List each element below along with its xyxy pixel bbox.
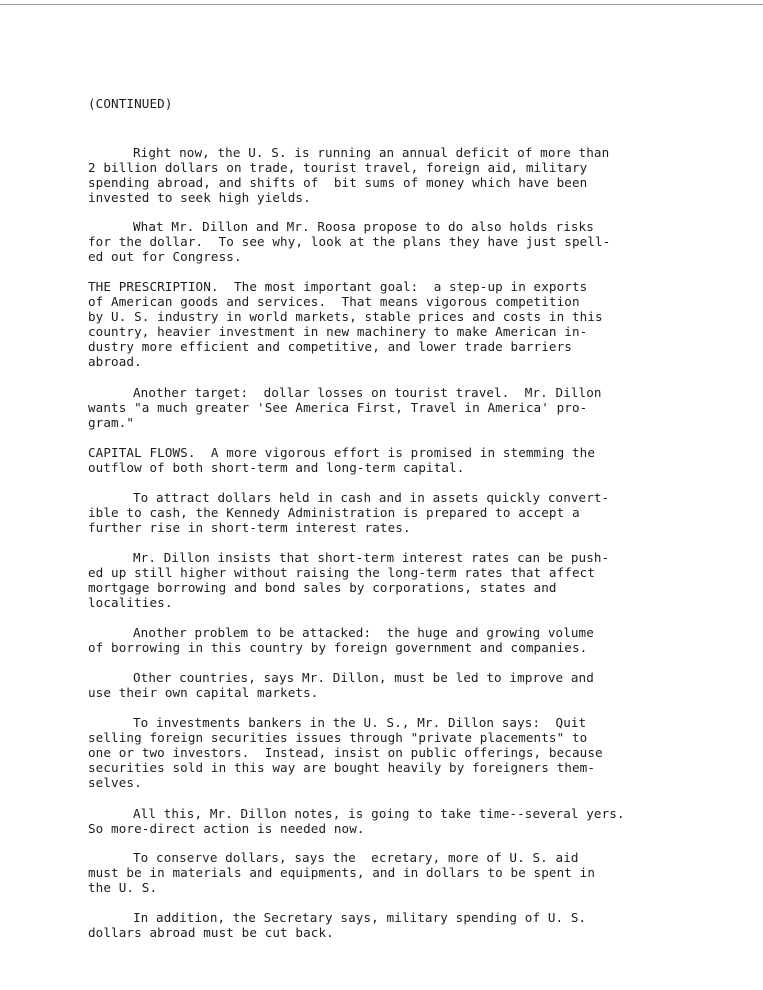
text-line: THE PRESCRIPTION. The most important goal: a step-up in exports [88,279,588,294]
continued-heading: (CONTINUED) [88,96,173,111]
text-line: What Mr. Dillon and Mr. Roosa propose to do also holds risks [133,219,594,234]
text-line: dollars abroad must be cut back. [88,925,334,940]
text-line: Right now, the U. S. is running an annual deficit of more than [133,145,610,160]
text-line: mortgage borrowing and bond sales by corporations, states and [88,580,557,595]
text-line: Another target: dollar losses on tourist travel. Mr. Dillon [133,385,602,400]
text-line: country, heavier investment in new machinery to make American in- [88,324,588,339]
text-line: must be in materials and equipments, and in dollars to be spent in [88,865,596,880]
text-line: one or two investors. Instead, insist on public offerings, because [88,745,603,760]
text-line: Mr. Dillon insists that short-term interest rates can be push- [133,550,610,565]
text-line: of American goods and services. That means vigorous competition [88,294,580,309]
text-line: wants "a much greater 'See America First, Travel in America' pro- [88,400,588,415]
text-line: invested to seek high yields. [88,190,311,205]
text-line: the U. S. [88,880,158,895]
text-line: by U. S. industry in world markets, stable prices and costs in this [88,309,603,324]
text-line: ed up still higher without raising the long-term rates that affect [88,565,596,580]
text-line: of borrowing in this country by foreign government and companies. [88,640,588,655]
text-line: localities. [88,595,173,610]
text-line: Another problem to be attacked: the huge and growing volume [133,625,594,640]
text-line: outflow of both short-term and long-term capital. [88,460,465,475]
text-line: To investments bankers in the U. S., Mr. Dillon says: Quit [133,715,587,730]
text-line: gram." [88,415,135,430]
text-line: To attract dollars held in cash and in assets quickly convert- [133,490,610,505]
text-line: selves. [88,775,142,790]
text-line: dustry more efficient and competitive, and lower trade barriers [88,339,572,354]
text-line: Other countries, says Mr. Dillon, must be led to improve and [133,670,594,685]
text-line: To conserve dollars, says the ecretary, more of U. S. aid [133,850,579,865]
text-line: use their own capital markets. [88,685,319,700]
text-line: securities sold in this way are bought heavily by foreigners them- [88,760,596,775]
text-line: In addition, the Secretary says, military spending of U. S. [133,910,587,925]
text-line: So more-direct action is needed now. [88,821,365,836]
text-line: spending abroad, and shifts of bit sums of money which have been [88,175,588,190]
text-line: for the dollar. To see why, look at the plans they have just spell- [88,234,611,249]
text-line: CAPITAL FLOWS. A more vigorous effort is promised in stemming the [88,445,596,460]
text-line: abroad. [88,354,142,369]
text-line: ible to cash, the Kennedy Administration is prepared to accept a [88,505,580,520]
text-line: further rise in short-term interest rates. [88,520,411,535]
text-line: All this, Mr. Dillon notes, is going to take time--several yers. [133,806,625,821]
text-line: ed out for Congress. [88,249,242,264]
text-line: 2 billion dollars on trade, tourist travel, foreign aid, military [88,160,588,175]
text-line: selling foreign securities issues through "private placements" to [88,730,588,745]
